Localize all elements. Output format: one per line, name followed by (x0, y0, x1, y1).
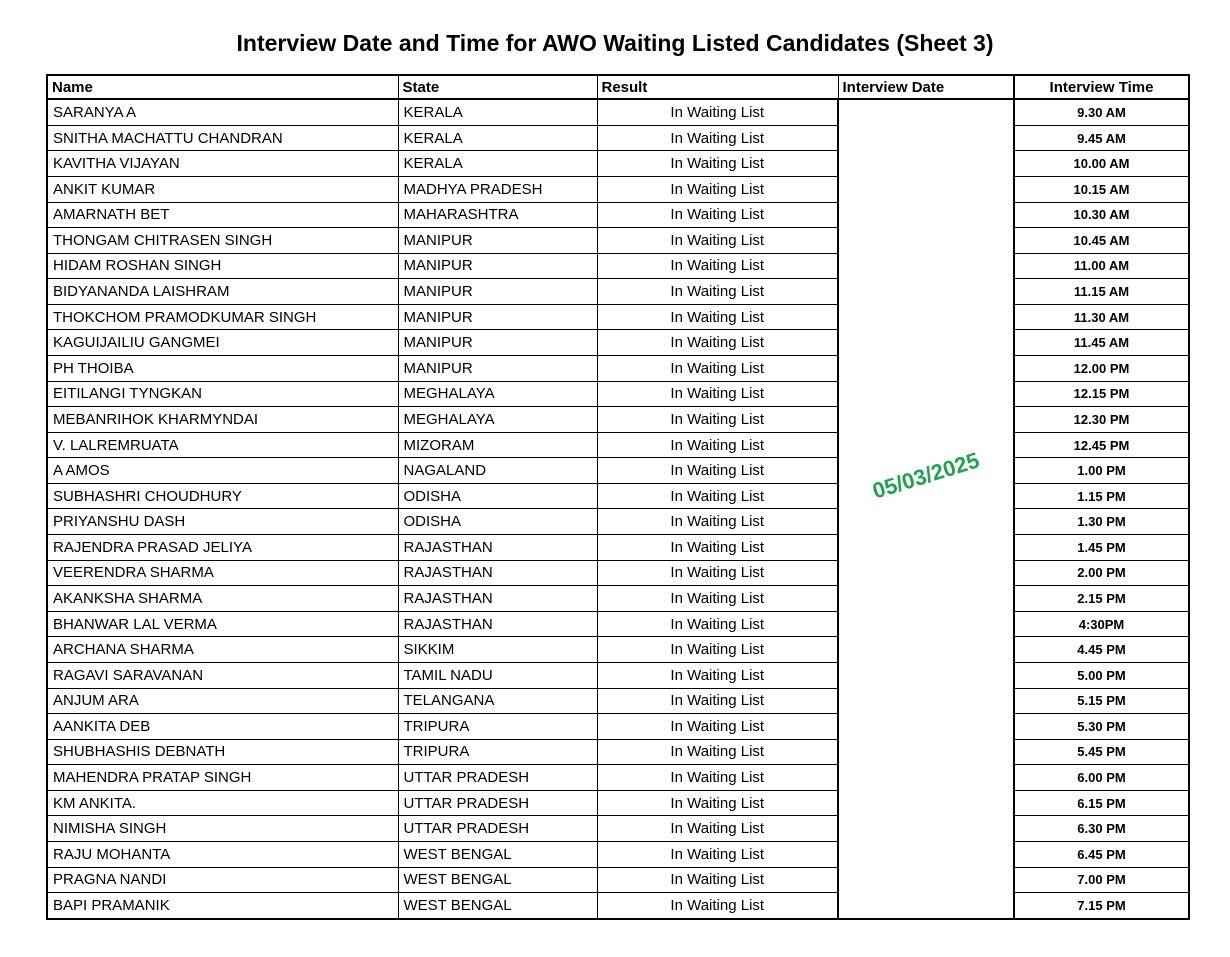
result-cell: In Waiting List (597, 662, 838, 688)
table-row (47, 355, 1189, 381)
name-cell: VEERENDRA SHARMA (47, 560, 398, 586)
table-row (47, 483, 1189, 509)
name-cell: KM ANKITA. (47, 790, 398, 816)
table-row (47, 253, 1189, 279)
result-cell: In Waiting List (597, 509, 838, 535)
state-cell: RAJASTHAN (398, 611, 597, 637)
state-cell: WEST BENGAL (398, 841, 597, 867)
name-cell: AMARNATH BET (47, 202, 398, 228)
name-cell: PH THOIBA (47, 355, 398, 381)
time-cell: 6.15 PM (1014, 790, 1189, 816)
result-cell: In Waiting List (597, 202, 838, 228)
result-cell: In Waiting List (597, 176, 838, 202)
name-cell: ANJUM ARA (47, 688, 398, 714)
name-cell: V. LALREMRUATA (47, 432, 398, 458)
result-cell: In Waiting List (597, 535, 838, 561)
result-cell: In Waiting List (597, 381, 838, 407)
header-interview-date: Interview Date (838, 75, 1014, 99)
table-row (47, 151, 1189, 177)
time-cell: 10.00 AM (1014, 151, 1189, 177)
table-row (47, 407, 1189, 433)
state-cell: TRIPURA (398, 714, 597, 740)
name-cell: KAGUIJAILIU GANGMEI (47, 330, 398, 356)
name-cell: SUBHASHRI CHOUDHURY (47, 483, 398, 509)
result-cell: In Waiting List (597, 841, 838, 867)
candidates-table (46, 74, 1190, 920)
state-cell: MANIPUR (398, 330, 597, 356)
time-cell: 4:30PM (1014, 611, 1189, 637)
state-cell: MIZORAM (398, 432, 597, 458)
time-cell: 7.15 PM (1014, 893, 1189, 919)
state-cell: WEST BENGAL (398, 867, 597, 893)
state-cell: ODISHA (398, 483, 597, 509)
time-cell: 11.00 AM (1014, 253, 1189, 279)
table-row (47, 867, 1189, 893)
state-cell: NAGALAND (398, 458, 597, 484)
name-cell: PRAGNA NANDI (47, 867, 398, 893)
result-cell: In Waiting List (597, 611, 838, 637)
name-cell: SHUBHASHIS DEBNATH (47, 739, 398, 765)
name-cell: A AMOS (47, 458, 398, 484)
time-cell: 5.15 PM (1014, 688, 1189, 714)
state-cell: UTTAR PRADESH (398, 765, 597, 791)
state-cell: RAJASTHAN (398, 560, 597, 586)
state-cell: RAJASTHAN (398, 535, 597, 561)
time-cell: 6.00 PM (1014, 765, 1189, 791)
name-cell: HIDAM ROSHAN SINGH (47, 253, 398, 279)
result-cell: In Waiting List (597, 739, 838, 765)
name-cell: SARANYA A (47, 99, 398, 125)
state-cell: MADHYA PRADESH (398, 176, 597, 202)
result-cell: In Waiting List (597, 99, 838, 125)
time-cell: 12.00 PM (1014, 355, 1189, 381)
result-cell: In Waiting List (597, 560, 838, 586)
name-cell: ARCHANA SHARMA (47, 637, 398, 663)
time-cell: 5.45 PM (1014, 739, 1189, 765)
state-cell: UTTAR PRADESH (398, 816, 597, 842)
time-cell: 9.45 AM (1014, 125, 1189, 151)
table-row (47, 637, 1189, 663)
result-cell: In Waiting List (597, 228, 838, 254)
time-cell: 2.15 PM (1014, 586, 1189, 612)
time-cell: 11.15 AM (1014, 279, 1189, 305)
time-cell: 12.45 PM (1014, 432, 1189, 458)
header-row (47, 75, 1189, 99)
result-cell: In Waiting List (597, 458, 838, 484)
table-row (47, 816, 1189, 842)
state-cell: KERALA (398, 151, 597, 177)
table-row (47, 893, 1189, 919)
time-cell: 2.00 PM (1014, 560, 1189, 586)
result-cell: In Waiting List (597, 816, 838, 842)
result-cell: In Waiting List (597, 330, 838, 356)
table-row (47, 790, 1189, 816)
state-cell: ODISHA (398, 509, 597, 535)
time-cell: 9.30 AM (1014, 99, 1189, 125)
table-row (47, 99, 1189, 125)
name-cell: RAJENDRA PRASAD JELIYA (47, 535, 398, 561)
state-cell: WEST BENGAL (398, 893, 597, 919)
table-row (47, 509, 1189, 535)
table-row (47, 611, 1189, 637)
state-cell: MANIPUR (398, 253, 597, 279)
state-cell: KERALA (398, 99, 597, 125)
result-cell: In Waiting List (597, 637, 838, 663)
table-row (47, 535, 1189, 561)
table-row (47, 381, 1189, 407)
result-cell: In Waiting List (597, 893, 838, 919)
state-cell: MEGHALAYA (398, 407, 597, 433)
result-cell: In Waiting List (597, 253, 838, 279)
result-cell: In Waiting List (597, 151, 838, 177)
name-cell: THOKCHOM PRAMODKUMAR SINGH (47, 304, 398, 330)
time-cell: 6.45 PM (1014, 841, 1189, 867)
result-cell: In Waiting List (597, 432, 838, 458)
table-row (47, 176, 1189, 202)
result-cell: In Waiting List (597, 867, 838, 893)
table-row (47, 125, 1189, 151)
name-cell: PRIYANSHU DASH (47, 509, 398, 535)
table-header (47, 75, 1189, 99)
page-title: Interview Date and Time for AWO Waiting Listed Candidates (Sheet 3) (236, 30, 994, 56)
name-cell: MAHENDRA PRATAP SINGH (47, 765, 398, 791)
table-row (47, 739, 1189, 765)
table-row (47, 279, 1189, 305)
result-cell: In Waiting List (597, 714, 838, 740)
time-cell: 1.30 PM (1014, 509, 1189, 535)
state-cell: MAHARASHTRA (398, 202, 597, 228)
header-result: Result (597, 75, 838, 99)
name-cell: RAGAVI SARAVANAN (47, 662, 398, 688)
name-cell: THONGAM CHITRASEN SINGH (47, 228, 398, 254)
name-cell: BHANWAR LAL VERMA (47, 611, 398, 637)
name-cell: RAJU MOHANTA (47, 841, 398, 867)
time-cell: 5.30 PM (1014, 714, 1189, 740)
time-cell: 10.15 AM (1014, 176, 1189, 202)
state-cell: UTTAR PRADESH (398, 790, 597, 816)
time-cell: 11.30 AM (1014, 304, 1189, 330)
time-cell: 1.45 PM (1014, 535, 1189, 561)
interview-date-cell (838, 99, 1014, 919)
state-cell: TAMIL NADU (398, 662, 597, 688)
table-row (47, 714, 1189, 740)
result-cell: In Waiting List (597, 790, 838, 816)
state-cell: MANIPUR (398, 279, 597, 305)
name-cell: KAVITHA VIJAYAN (47, 151, 398, 177)
table-row (47, 841, 1189, 867)
result-cell: In Waiting List (597, 586, 838, 612)
time-cell: 10.30 AM (1014, 202, 1189, 228)
state-cell: MEGHALAYA (398, 381, 597, 407)
name-cell: EITILANGI TYNGKAN (47, 381, 398, 407)
time-cell: 4.45 PM (1014, 637, 1189, 663)
result-cell: In Waiting List (597, 765, 838, 791)
name-cell: AKANKSHA SHARMA (47, 586, 398, 612)
name-cell: ANKIT KUMAR (47, 176, 398, 202)
result-cell: In Waiting List (597, 355, 838, 381)
result-cell: In Waiting List (597, 483, 838, 509)
table-row (47, 432, 1189, 458)
table-row (47, 330, 1189, 356)
header-state: State (398, 75, 597, 99)
state-cell: MANIPUR (398, 228, 597, 254)
table-row (47, 458, 1189, 484)
interview-date-value: 05/03/2025 (869, 447, 983, 504)
header-interview-time: Interview Time (1014, 75, 1189, 99)
state-cell: MANIPUR (398, 304, 597, 330)
name-cell: BIDYANANDA LAISHRAM (47, 279, 398, 305)
table-body (47, 99, 1189, 919)
table-row (47, 662, 1189, 688)
name-cell: BAPI PRAMANIK (47, 893, 398, 919)
table-row (47, 304, 1189, 330)
table-row (47, 228, 1189, 254)
table-row (47, 688, 1189, 714)
table-row (47, 765, 1189, 791)
time-cell: 12.30 PM (1014, 407, 1189, 433)
result-cell: In Waiting List (597, 279, 838, 305)
result-cell: In Waiting List (597, 407, 838, 433)
time-cell: 6.30 PM (1014, 816, 1189, 842)
state-cell: RAJASTHAN (398, 586, 597, 612)
name-cell: AANKITA DEB (47, 714, 398, 740)
time-cell: 12.15 PM (1014, 381, 1189, 407)
time-cell: 11.45 AM (1014, 330, 1189, 356)
state-cell: MANIPUR (398, 355, 597, 381)
time-cell: 10.45 AM (1014, 228, 1189, 254)
table-row (47, 586, 1189, 612)
table-row (47, 202, 1189, 228)
result-cell: In Waiting List (597, 125, 838, 151)
state-cell: KERALA (398, 125, 597, 151)
time-cell: 1.15 PM (1014, 483, 1189, 509)
name-cell: SNITHA MACHATTU CHANDRAN (47, 125, 398, 151)
result-cell: In Waiting List (597, 688, 838, 714)
state-cell: TRIPURA (398, 739, 597, 765)
time-cell: 7.00 PM (1014, 867, 1189, 893)
name-cell: MEBANRIHOK KHARMYNDAI (47, 407, 398, 433)
result-cell: In Waiting List (597, 304, 838, 330)
name-cell: NIMISHA SINGH (47, 816, 398, 842)
table-row (47, 560, 1189, 586)
time-cell: 5.00 PM (1014, 662, 1189, 688)
time-cell: 1.00 PM (1014, 458, 1189, 484)
state-cell: TELANGANA (398, 688, 597, 714)
header-name: Name (47, 75, 398, 99)
state-cell: SIKKIM (398, 637, 597, 663)
